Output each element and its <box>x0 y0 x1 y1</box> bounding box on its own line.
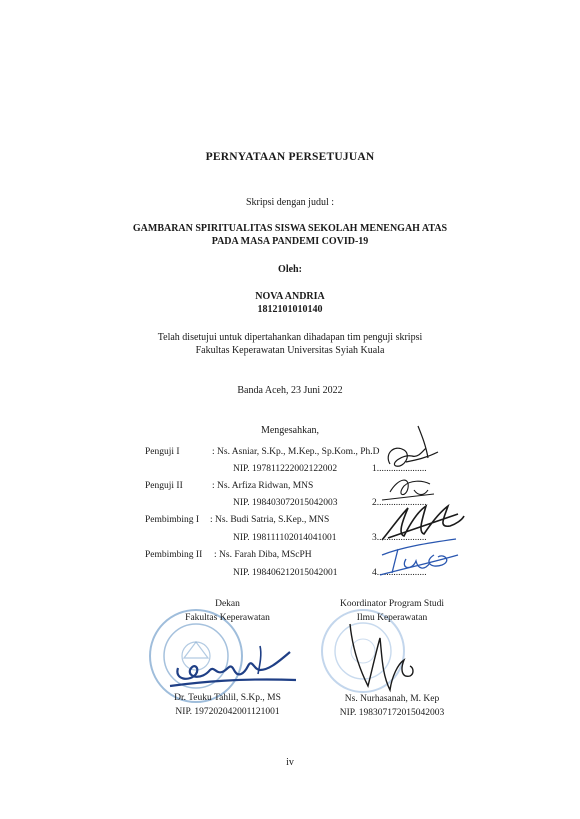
signature-line: 2..................... <box>372 498 427 508</box>
examiner-role: Pembimbing II <box>145 550 203 560</box>
coordinator-nip: NIP. 198307172015042003 <box>339 708 445 718</box>
signature-examiner-1 <box>382 424 442 478</box>
author-name: NOVA ANDRIA <box>255 291 325 302</box>
examiner-nip: NIP. 198403072015042003 <box>233 498 338 508</box>
coordinator-unit: Ilmu Keperawatan <box>356 613 428 623</box>
thesis-title-line-1: GAMBARAN SPIRITUALITAS SISWA SEKOLAH MENENGAH ATAS <box>132 223 448 234</box>
examiner-nip: NIP. 197811222002122002 <box>233 464 338 474</box>
dean-name: Dr. Teuku Tahlil, S.Kp., MS <box>174 693 281 703</box>
approval-line-2: Fakultas Keperawatan Universitas Syiah Kuala <box>195 345 385 356</box>
examiner-role: Penguji I <box>145 447 180 457</box>
examiner-name: : Ns. Budi Satria, S.Kep., MNS <box>210 515 330 525</box>
coordinator-title: Koordinator Program Studi <box>340 599 444 609</box>
approval-text <box>0 331 580 357</box>
dean-unit: Fakultas Keperawatan <box>185 613 270 623</box>
examiner-role: Penguji II <box>145 481 183 491</box>
thesis-title-line-2: PADA MASA PANDEMI COVID-19 <box>211 236 369 247</box>
by-label: Oleh: <box>278 264 302 275</box>
signature-line: 1..................... <box>372 464 427 474</box>
signature-dean <box>160 640 300 700</box>
thesis-intro: Skripsi dengan judul : <box>245 197 335 208</box>
signature-line: 3..................... <box>372 533 427 543</box>
examiner-name: : Ns. Arfiza Ridwan, MNS <box>212 481 314 491</box>
dean-nip: NIP. 197202042001121001 <box>175 707 280 717</box>
coordinator-name: Ns. Nurhasanah, M. Kep <box>344 694 440 704</box>
signature-supervisor-2 <box>372 535 462 579</box>
examiner-name: : Ns. Farah Diba, MScPH <box>214 550 312 560</box>
ratified-label: Mengesahkan, <box>260 425 320 436</box>
dean-title: Dekan <box>215 599 240 609</box>
approval-line-1: Telah disetujui untuk dipertahankan dihadapan tim penguji skripsi <box>157 332 423 343</box>
examiner-name: : Ns. Asniar, S.Kp., M.Kep., Sp.Kom., Ph.D <box>212 447 380 457</box>
examiner-nip: NIP. 198406212015042001 <box>233 568 338 578</box>
page-title: PERNYATAAN PERSETUJUAN <box>205 151 375 163</box>
examiner-nip: NIP. 198111102014041001 <box>233 533 337 543</box>
thesis-title <box>0 222 580 248</box>
place-date: Banda Aceh, 23 Juni 2022 <box>237 385 343 396</box>
author-nim: 1812101010140 <box>257 304 323 315</box>
page-number: iv <box>286 757 294 768</box>
signature-coordinator <box>342 620 422 698</box>
author-block <box>0 290 580 316</box>
examiner-role: Pembimbing I <box>145 515 200 525</box>
signature-line: 4..................... <box>372 568 427 578</box>
